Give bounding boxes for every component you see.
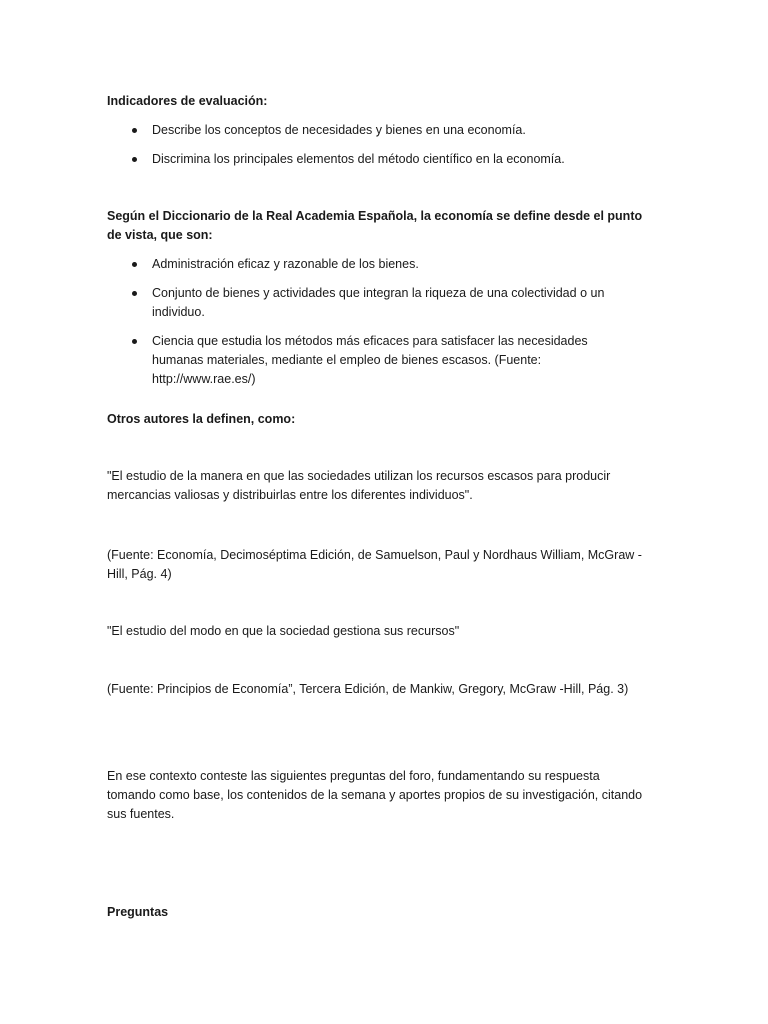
- list-item: Describe los conceptos de necesidades y bienes en una economía.: [107, 121, 627, 140]
- preguntas-heading: Preguntas: [107, 905, 169, 919]
- quote-mankiw: "El estudio del modo en que la sociedad gestiona sus recursos": [107, 624, 460, 638]
- indicadores-list: [107, 121, 627, 169]
- list-item: Discrimina los principales elementos del método científico en la economía.: [107, 150, 627, 169]
- contexto-paragraph: En ese contexto conteste las siguientes preguntas del foro, fundamentando su respuesta tomando como base, los contenidos de la semana y aportes propios de su investigación, citando sus fuentes.: [107, 769, 643, 821]
- otros-heading: Otros autores la definen, como:: [107, 412, 296, 426]
- list-item: Conjunto de bienes y actividades que integran la riqueza de una colectividad o un individuo.: [107, 284, 627, 322]
- indicadores-heading: Indicadores de evaluación:: [107, 94, 268, 108]
- rae-heading: Según el Diccionario de la Real Academia Española, la economía se define desde el punto de vista, que son:: [107, 209, 643, 242]
- rae-definitions-list: [107, 255, 627, 389]
- source-mankiw: (Fuente: Principios de Economía”, Tercera Edición, de Mankiw, Gregory, McGraw -Hill, Pág. 3): [107, 682, 629, 696]
- source-samuelson: (Fuente: Economía, Decimoséptima Edición, de Samuelson, Paul y Nordhaus William, McGraw - Hill, Pág. 4): [107, 548, 642, 581]
- quote-samuelson: "El estudio de la manera en que las sociedades utilizan los recursos escasos para producir mercancias valiosas y distribuirlas entre los diferentes individuos".: [107, 469, 611, 502]
- list-item: Ciencia que estudia los métodos más eficaces para satisfacer las necesidades humanas materiales, mediante el empleo de bienes escasos. (Fuente: http://www.rae.es/): [107, 332, 627, 389]
- list-item: Administración eficaz y razonable de los bienes.: [107, 255, 627, 274]
